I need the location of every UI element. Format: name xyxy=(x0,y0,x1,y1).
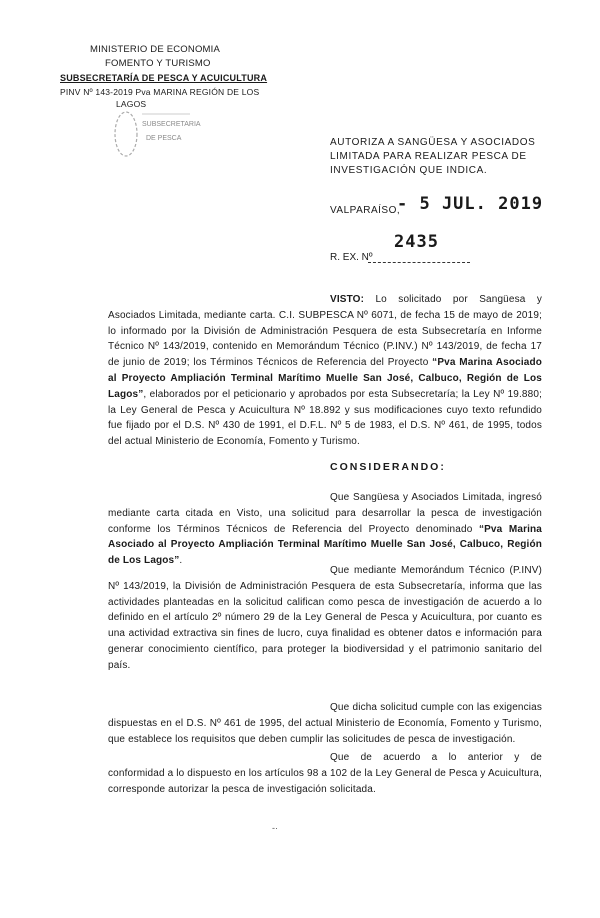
date-stamp: - 5 JUL. 2019 xyxy=(397,194,544,214)
considerando-2-text: Que mediante Memorándum Técnico (P.INV) Nº 143/2019, la División de Administración Pesquera de esta Subsecretaría, informa que las actividades planteadas en la solicitud califican como pesca de investigación de acuerdo a lo definido en el artículo 2º número 29 de la Ley General de Pesca y Acuicultura, por cuanto es una actividad extractiva sin fines de lucro, cuya finalidad es obtener datos e información para generar conocimiento científico, para proteger la biodiversidad y el patrimonio sanitario del país. xyxy=(108,565,542,671)
visto-project-name: “Pva Marina Asociado al Proyecto Ampliación Terminal Marítimo Muelle San José, Calbuco, Región de Los Lagos” xyxy=(108,357,542,400)
document-title: AUTORIZA A SANGÜESA Y ASOCIADOS LIMITADA PARA REALIZAR PESCA DE INVESTIGACIÓN QUE INDICA. xyxy=(330,137,536,176)
visto-paragraph xyxy=(108,292,542,450)
reference-line-1: PINV Nº 143-2019 Pva MARINA REGIÓN DE LOS xyxy=(60,87,260,97)
considerando-1-text-b: . xyxy=(179,555,183,567)
considerando-1-text-a: Que Sangüesa y Asociados Limitada, ingresó mediante carta citada en Visto, una solicitud para desarrollar la pesca de investigación conforme los Términos Técnicos de Referencia del Proyecto denominado xyxy=(108,492,542,535)
visto-text-b: , elaborados por el peticionario y aprobados por esta Subsecretaría; la Ley Nº 19.880; la Ley General de Pesca y Acuicultura Nº 18.892 y sus modificaciones cuyo texto refundido fue fijado por el D.S. Nº 430 de 1991, el D.F.L. Nº 5 de 1983, el D.S. Nº 461, de 1995, todos del actual Ministerio de Economía, Fomento y Turismo. xyxy=(108,388,542,448)
considerando-4-text: Que de acuerdo a lo anterior y de conformidad a lo dispuesto en los artículos 98 a 102 de la Ley General de Pesca y Acuicultura, corresponde autorizar la pesca de investigación solicitada. xyxy=(108,752,542,795)
considerando-4 xyxy=(108,750,542,797)
ministry-line-2: FOMENTO Y TURISMO xyxy=(105,58,211,69)
place-label: VALPARAÍSO, xyxy=(330,205,401,216)
ministry-line-1: MINISTERIO DE ECONOMIA xyxy=(90,44,221,55)
considerando-heading: CONSIDERANDO: xyxy=(330,461,446,473)
visto-label: VISTO: xyxy=(330,294,365,305)
considerando-1-project-name: “Pva Marina Asociado al Proyecto Ampliación Terminal Marítimo Muelle San José, Calbuco, Región de Los Lagos” xyxy=(108,523,543,567)
official-stamp xyxy=(112,108,201,162)
rex-label: R. EX. Nº xyxy=(330,252,373,263)
considerando-3-text: Que dicha solicitud cumple con las exigencias dispuestas en el D.S. Nº 461 de 1995, del actual Ministerio de Economía, Fomento y Turismo, que establece los requisitos que deben cumplir las solicitudes de pesca de investigación. xyxy=(108,702,542,745)
stamp-line-2: DE PESCA xyxy=(146,135,182,142)
resolution-number: 2435 xyxy=(394,232,439,252)
stamp-line-1: SUBSECRETARIA xyxy=(142,121,201,128)
rex-underline xyxy=(368,262,470,263)
considerando-2 xyxy=(108,563,542,674)
considerando-1 xyxy=(108,490,542,569)
reference-line-2: LAGOS xyxy=(116,99,147,109)
visto-text-a: Lo solicitado por Sangüesa y Asociados Limitada, mediante carta. C.I. SUBPESCA Nº 6071, de fecha 15 de mayo de 2019; lo informado por la División de Administración Pesquera de esta Subsecretaría en Informe Técnico Nº 143/2019, contenido en Memorándum Técnico (P.INV.) Nº 143/2019, de fecha 17 de junio de 2019; los Términos Técnicos de Referencia del Proyecto xyxy=(108,294,542,369)
footer-mark: -· xyxy=(272,823,278,833)
considerando-3 xyxy=(108,700,542,747)
subsecretaria-name: SUBSECRETARÍA DE PESCA Y ACUICULTURA xyxy=(60,73,268,83)
